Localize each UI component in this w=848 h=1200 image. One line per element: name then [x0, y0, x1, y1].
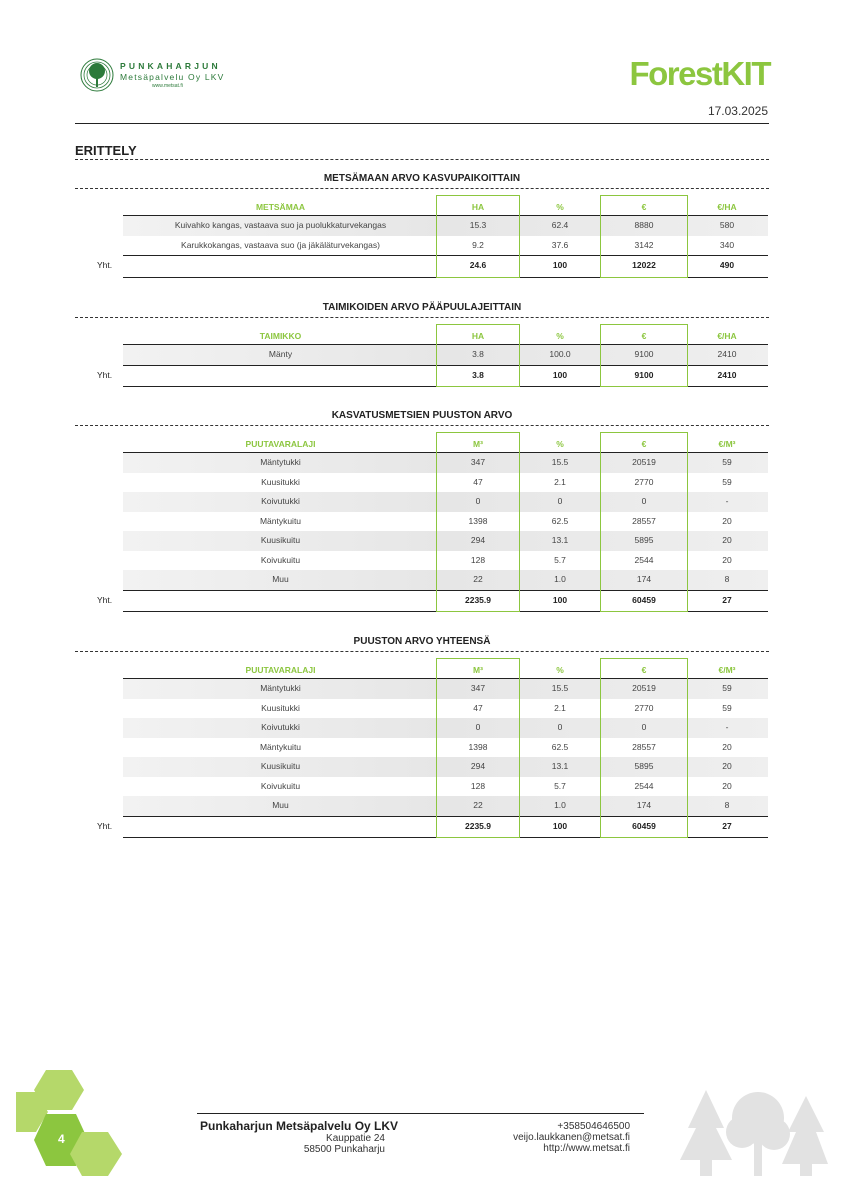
highlight-column-box — [600, 195, 688, 278]
table-title: PUUSTON ARVO YHTEENSÄ — [353, 636, 491, 647]
highlight-column-box — [600, 324, 688, 387]
column-header: €/M³ — [718, 665, 736, 675]
row-value: 2.1 — [554, 702, 566, 713]
page-number: 4 — [58, 1132, 65, 1146]
total-value: 2410 — [717, 369, 737, 380]
column-header: M³ — [473, 439, 483, 449]
column-header: HA — [471, 331, 485, 341]
row-value: 22 — [473, 574, 483, 584]
row-value: 3142 — [634, 239, 654, 250]
row-value: 13.1 — [551, 535, 569, 545]
row-value: 0 — [475, 722, 481, 732]
row-value: 9.2 — [472, 239, 484, 250]
row-value: 15.5 — [551, 683, 569, 693]
table-title: TAIMIKOIDEN ARVO PÄÄPUULAJEITTAIN — [322, 302, 522, 313]
row-label: Mänty — [268, 349, 293, 359]
footer-street: Kauppatie 24 — [326, 1133, 385, 1144]
row-value: 20 — [722, 515, 732, 526]
column-header: PUUTAVARALAJI — [245, 665, 316, 675]
row-value: 1.0 — [554, 800, 566, 810]
total-value: 490 — [719, 260, 735, 270]
row-value: 0 — [641, 496, 647, 506]
row-value: 128 — [470, 554, 486, 565]
row-label: Muu — [272, 574, 289, 584]
total-label: Yht. — [97, 594, 113, 605]
row-value: 294 — [470, 535, 486, 545]
column-header: % — [556, 331, 564, 341]
row-value: 128 — [470, 780, 486, 791]
row-value: 20 — [722, 535, 732, 545]
forest-illustration — [676, 1088, 828, 1176]
total-label: Yht. — [97, 820, 113, 831]
row-value: 5.7 — [554, 554, 566, 565]
row-value: 20519 — [632, 683, 656, 693]
logo-url: www.metsat.fi — [152, 83, 183, 89]
row-label: Muu — [272, 800, 289, 810]
row-label: Kuusitukki — [261, 702, 300, 713]
table-title-divider — [75, 317, 769, 318]
row-value: 3.8 — [472, 349, 484, 359]
column-header: € — [641, 665, 647, 675]
row-value: 22 — [473, 800, 483, 810]
row-value: 0 — [641, 722, 647, 732]
row-label: Koivutukki — [261, 496, 300, 506]
row-label: Kuivahko kangas, vastaava suo ja puolukkaturvekangas — [174, 220, 387, 230]
footer-email[interactable]: veijo.laukkanen@metsat.fi — [513, 1132, 630, 1143]
row-value: 13.1 — [551, 761, 569, 771]
row-value: 59 — [722, 476, 732, 487]
highlight-column-box — [436, 195, 520, 278]
row-value: 100.0 — [549, 349, 571, 359]
total-value: 12022 — [632, 260, 656, 270]
footer-website[interactable]: http://www.metsat.fi — [543, 1143, 630, 1154]
row-value: 0 — [557, 496, 563, 506]
column-header: % — [556, 202, 564, 212]
row-value: 2770 — [634, 476, 654, 487]
row-value: 8 — [724, 574, 730, 584]
row-value: 20 — [722, 554, 732, 565]
column-header: € — [641, 331, 647, 341]
row-label: Karukkokangas, vastaava suo (ja jäkäläturvekangas) — [181, 239, 380, 250]
row-label: Koivukuitu — [260, 554, 301, 565]
footer-phone: +358504646500 — [557, 1121, 630, 1132]
row-label: Mäntykuitu — [259, 741, 302, 752]
row-value: 59 — [722, 702, 732, 713]
row-value: 347 — [470, 683, 486, 693]
row-label: Koivukuitu — [260, 780, 301, 791]
row-value: 347 — [470, 457, 486, 467]
row-value: - — [725, 722, 729, 732]
row-value: 28557 — [632, 741, 656, 752]
logo-name: PUNKAHARJUN — [120, 61, 221, 71]
column-header: €/HA — [717, 331, 737, 341]
row-value: 8 — [724, 800, 730, 810]
row-value: 2410 — [717, 349, 737, 359]
row-value: 20 — [722, 761, 732, 771]
row-value: 9100 — [634, 349, 654, 359]
row-value: 47 — [473, 702, 483, 713]
row-value: 1398 — [468, 515, 488, 526]
row-value: 5895 — [634, 761, 654, 771]
total-value: 24.6 — [469, 260, 487, 270]
section-title: ERITTELY — [75, 143, 137, 158]
total-value: 3.8 — [472, 369, 484, 380]
row-value: 28557 — [632, 515, 656, 526]
row-label: Mäntytukki — [260, 683, 301, 693]
table-title-divider — [75, 651, 769, 652]
column-header: € — [641, 439, 647, 449]
header-divider — [75, 123, 769, 124]
total-value: 2235.9 — [465, 820, 491, 831]
row-value: 8880 — [634, 220, 654, 230]
row-value: 2770 — [634, 702, 654, 713]
table-title-divider — [75, 188, 769, 189]
total-value: 60459 — [632, 820, 656, 831]
row-value: 62.5 — [551, 741, 569, 752]
row-value: 62.4 — [551, 220, 569, 230]
column-header: M³ — [473, 665, 483, 675]
row-value: 62.5 — [551, 515, 569, 526]
column-header: PUUTAVARALAJI — [245, 439, 316, 449]
total-value: 60459 — [632, 594, 656, 605]
row-value: 5895 — [634, 535, 654, 545]
row-value: 174 — [636, 574, 652, 584]
total-value: 100 — [552, 594, 568, 605]
column-header: METSÄMAA — [255, 202, 306, 212]
total-value: 27 — [722, 820, 732, 831]
column-header: TAIMIKKO — [259, 331, 302, 341]
section-divider — [75, 159, 769, 160]
footer-divider — [197, 1113, 644, 1114]
row-value: 580 — [719, 220, 735, 230]
total-label: Yht. — [97, 369, 113, 380]
highlight-column-box — [600, 432, 688, 612]
column-header: % — [556, 439, 564, 449]
row-value: 47 — [473, 476, 483, 487]
row-value: 59 — [722, 457, 732, 467]
row-value: 15.3 — [469, 220, 487, 230]
row-label: Mäntykuitu — [259, 515, 302, 526]
total-value: 9100 — [634, 369, 654, 380]
highlight-column-box — [436, 432, 520, 612]
row-value: 15.5 — [551, 457, 569, 467]
forestkit-brand: ForestKIT — [629, 55, 770, 92]
total-value: 27 — [722, 594, 732, 605]
row-value: 2.1 — [554, 476, 566, 487]
table-title: METSÄMAAN ARVO KASVUPAIKOITTAIN — [323, 173, 521, 184]
document-date: 17.03.2025 — [707, 104, 768, 118]
row-value: 2544 — [634, 554, 654, 565]
row-value: 340 — [719, 239, 735, 250]
hexagon-decoration — [16, 1070, 126, 1176]
logo-subtitle: Metsäpalvelu Oy LKV — [120, 72, 225, 82]
column-header: € — [641, 202, 647, 212]
total-value: 100 — [552, 820, 568, 831]
row-value: 0 — [557, 722, 563, 732]
row-value: 174 — [636, 800, 652, 810]
row-label: Mäntytukki — [260, 457, 301, 467]
column-header: % — [556, 665, 564, 675]
highlight-column-box — [436, 658, 520, 838]
logo-tree-icon — [80, 58, 114, 92]
column-header: €/HA — [717, 202, 737, 212]
row-label: Koivutukki — [261, 722, 300, 732]
row-value: - — [725, 496, 729, 506]
column-header: HA — [471, 202, 485, 212]
highlight-column-box — [436, 324, 520, 387]
total-value: 2235.9 — [465, 594, 491, 605]
total-value: 100 — [552, 260, 568, 270]
total-label: Yht. — [97, 260, 113, 270]
row-value: 0 — [475, 496, 481, 506]
row-value: 37.6 — [551, 239, 569, 250]
highlight-column-box — [600, 658, 688, 838]
row-value: 294 — [470, 761, 486, 771]
row-value: 20 — [722, 780, 732, 791]
footer-postal: 58500 Punkaharju — [303, 1144, 385, 1155]
table-title: KASVATUSMETSIEN PUUSTON ARVO — [331, 410, 513, 421]
row-label: Kuusikuitu — [260, 761, 301, 771]
footer-company: Punkaharjun Metsäpalvelu Oy LKV — [200, 1119, 399, 1133]
row-value: 1.0 — [554, 574, 566, 584]
row-value: 59 — [722, 683, 732, 693]
row-value: 1398 — [468, 741, 488, 752]
column-header: €/M³ — [718, 439, 736, 449]
row-label: Kuusitukki — [261, 476, 300, 487]
row-label: Kuusikuitu — [260, 535, 301, 545]
row-value: 20 — [722, 741, 732, 752]
table-title-divider — [75, 425, 769, 426]
row-value: 20519 — [632, 457, 656, 467]
row-value: 2544 — [634, 780, 654, 791]
total-value: 100 — [552, 369, 568, 380]
row-value: 5.7 — [554, 780, 566, 791]
company-logo — [80, 58, 240, 92]
